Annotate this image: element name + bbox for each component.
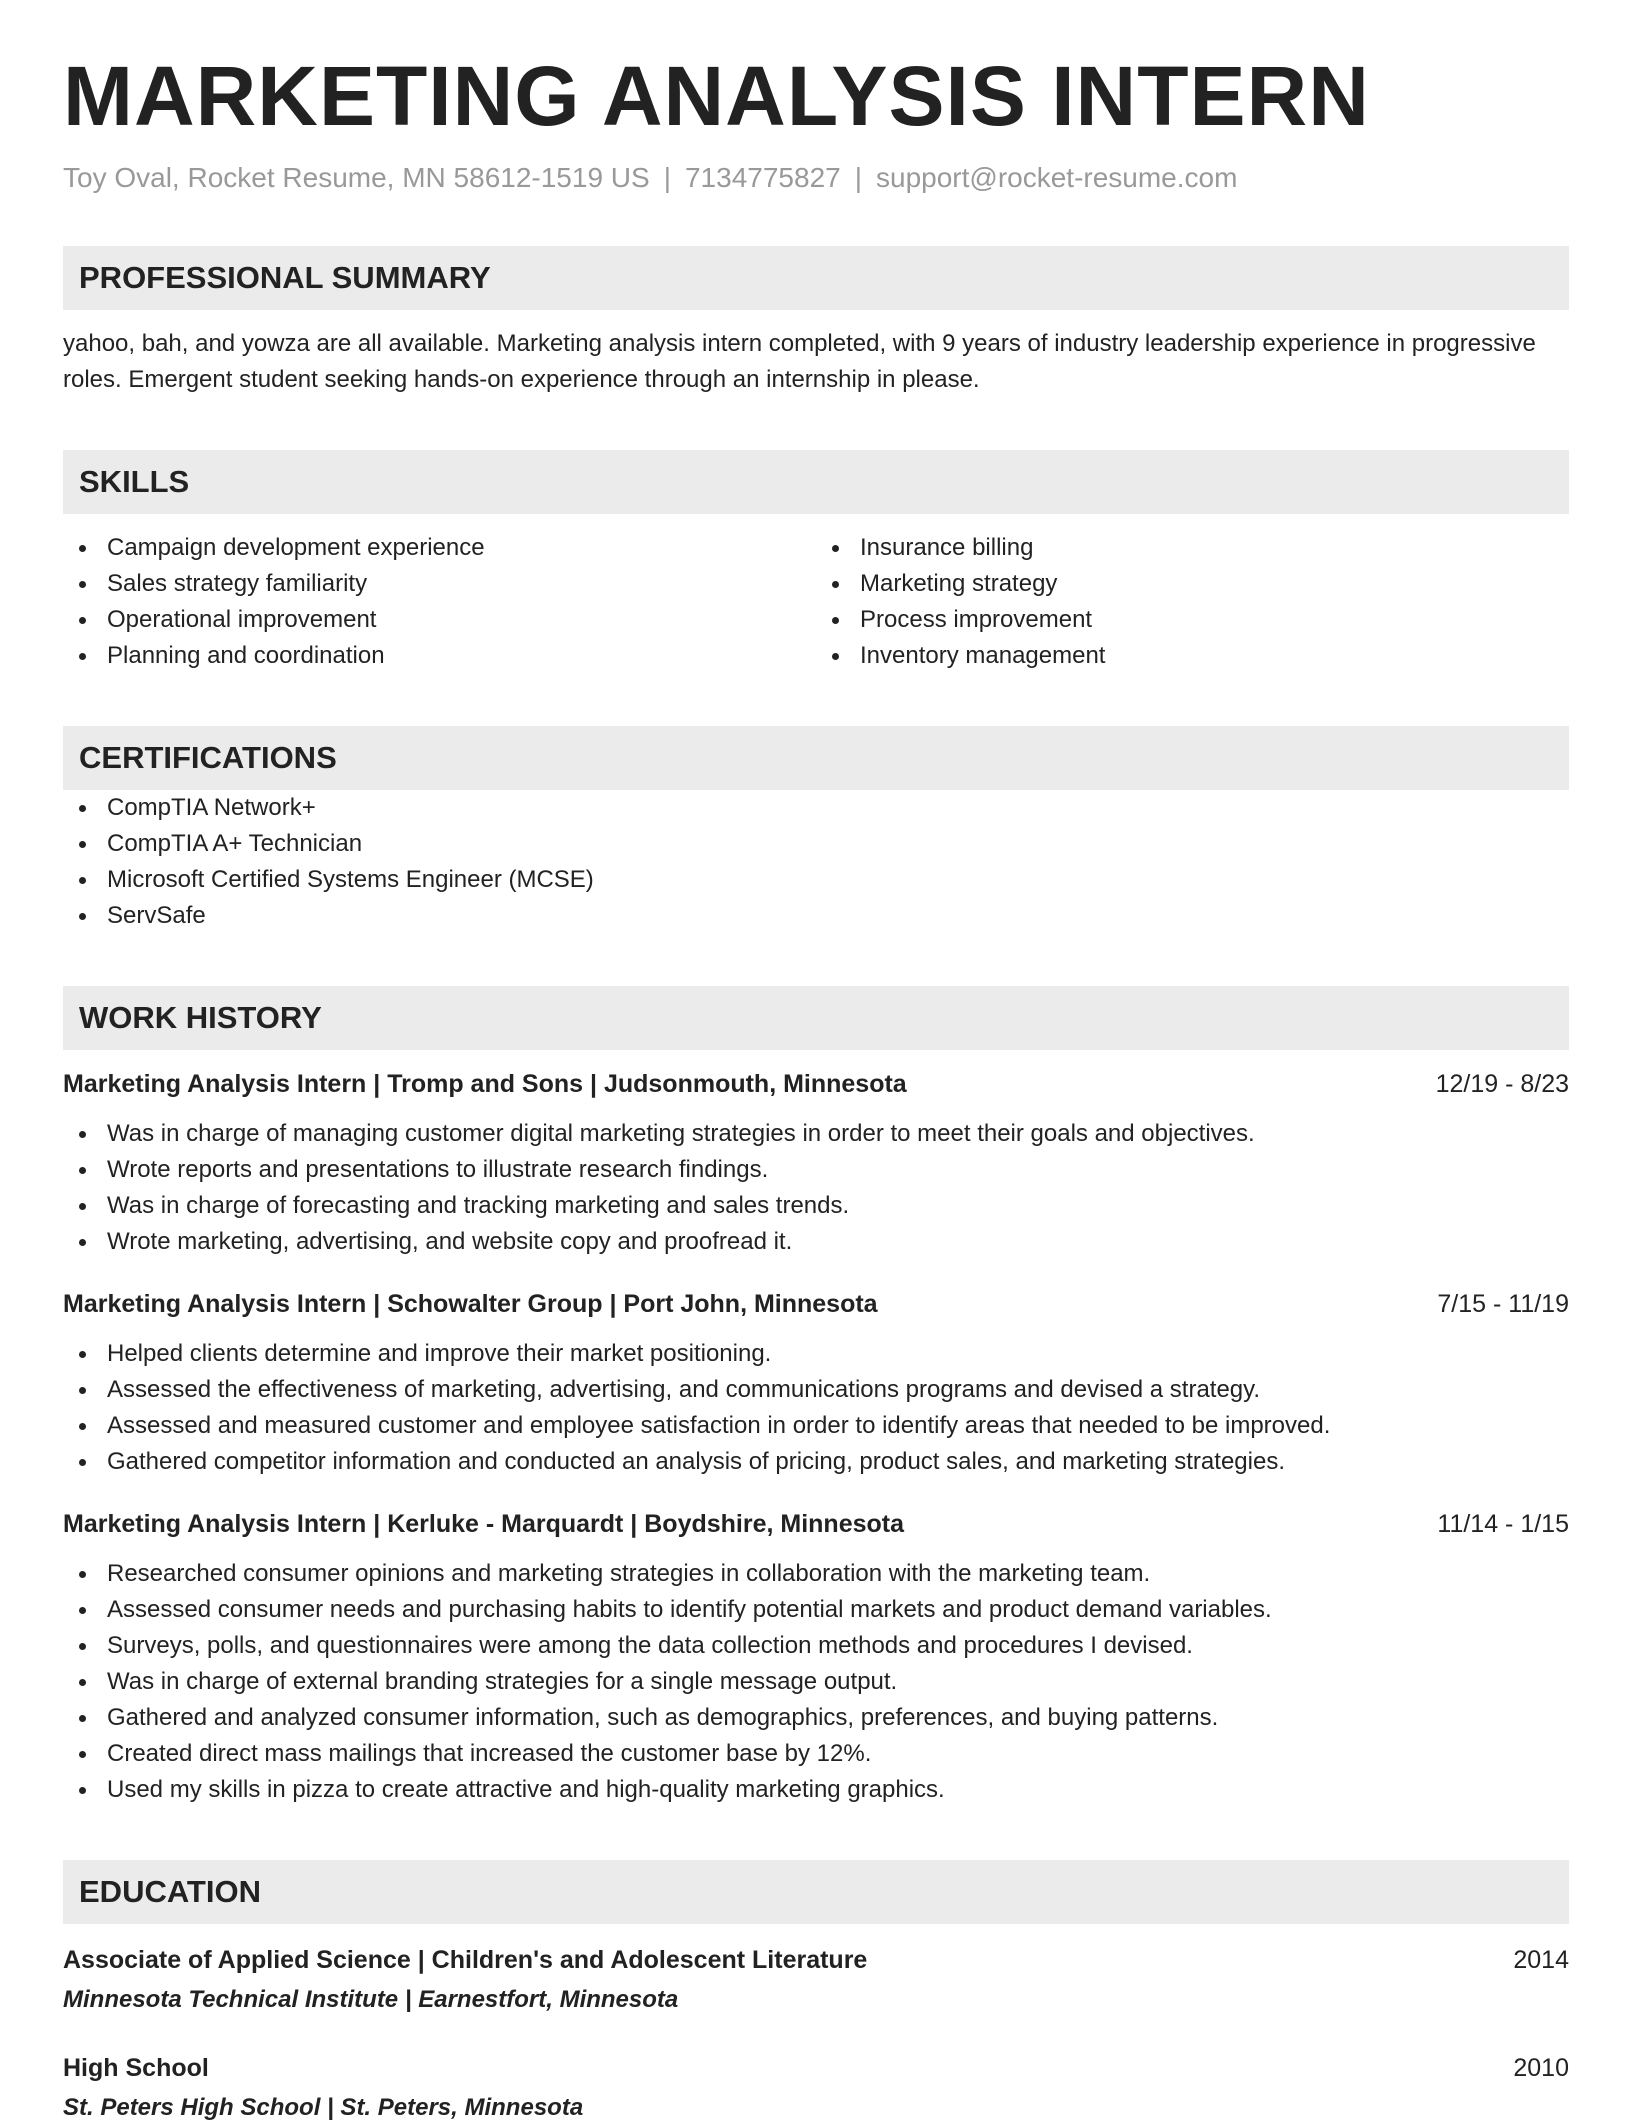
job-bullet: Wrote marketing, advertising, and website copy and proofread it. xyxy=(63,1224,1569,1260)
education-entry xyxy=(63,1940,1569,2020)
skill-item: Marketing strategy xyxy=(816,566,1569,602)
skill-item: Campaign development experience xyxy=(63,530,816,566)
job-dates: 12/19 - 8/23 xyxy=(1435,1070,1569,1099)
skill-item: Operational improvement xyxy=(63,602,816,638)
job-entry xyxy=(63,1504,1569,1808)
education-degree: High School xyxy=(63,2054,209,2083)
job-bullet: Created direct mass mailings that increased the customer base by 12%. xyxy=(63,1736,1569,1772)
job-bullet: Researched consumer opinions and marketing strategies in collaboration with the marketing team. xyxy=(63,1556,1569,1592)
skills-column-right xyxy=(816,530,1569,674)
contact-line xyxy=(63,161,1569,195)
education-school: Minnesota Technical Institute | Earnestfort, Minnesota xyxy=(63,1986,679,2014)
job-title: Marketing Analysis Intern | Tromp and Sons | Judsonmouth, Minnesota xyxy=(63,1070,907,1099)
job-bullet: Was in charge of external branding strategies for a single message output. xyxy=(63,1664,1569,1700)
education-heading: EDUCATION xyxy=(63,1860,1569,1924)
skill-item: Inventory management xyxy=(816,638,1569,674)
job-bullets xyxy=(63,1336,1569,1480)
job-bullet: Helped clients determine and improve their market positioning. xyxy=(63,1336,1569,1372)
job-entry xyxy=(63,1064,1569,1260)
skill-item: Process improvement xyxy=(816,602,1569,638)
resume-name: MARKETING ANALYSIS INTERN xyxy=(63,49,1370,143)
skills-grid xyxy=(63,530,1569,674)
skill-item: Planning and coordination xyxy=(63,638,816,674)
work-history-heading: WORK HISTORY xyxy=(63,986,1569,1050)
job-bullet: Wrote reports and presentations to illustrate research findings. xyxy=(63,1152,1569,1188)
job-bullet: Gathered and analyzed consumer information, such as demographics, preferences, and buying patterns. xyxy=(63,1700,1569,1736)
summary-heading: PROFESSIONAL SUMMARY xyxy=(63,246,1569,310)
education-year: 2014 xyxy=(1513,1946,1569,1975)
skills-heading: SKILLS xyxy=(63,450,1569,514)
contact-address: Toy Oval, Rocket Resume, MN 58612-1519 US xyxy=(63,161,650,193)
job-dates: 11/14 - 1/15 xyxy=(1437,1510,1569,1539)
certifications-heading: CERTIFICATIONS xyxy=(63,726,1569,790)
job-bullet: Was in charge of forecasting and tracking marketing and sales trends. xyxy=(63,1188,1569,1224)
education-school: St. Peters High School | St. Peters, Minnesota xyxy=(63,2094,584,2122)
certifications-list xyxy=(63,790,1569,934)
job-title: Marketing Analysis Intern | Kerluke - Marquardt | Boydshire, Minnesota xyxy=(63,1510,905,1539)
education-degree: Associate of Applied Science | Children's and Adolescent Literature xyxy=(63,1946,868,1975)
job-bullet: Assessed and measured customer and employee satisfaction in order to identify areas that needed to be improved. xyxy=(63,1408,1569,1444)
contact-separator: | xyxy=(854,161,862,193)
skill-item: Sales strategy familiarity xyxy=(63,566,816,602)
job-dates: 7/15 - 11/19 xyxy=(1437,1290,1569,1319)
job-bullet: Assessed the effectiveness of marketing, advertising, and communications programs and devised a strategy. xyxy=(63,1372,1569,1408)
summary-text: yahoo, bah, and yowza are all available. Marketing analysis intern completed, with 9 years of industry leadership experience in progressive roles. Emergent student seeking hands-on experience through an internship in please. xyxy=(63,330,1536,394)
job-bullet: Assessed consumer needs and purchasing habits to identify potential markets and product demand variables. xyxy=(63,1592,1569,1628)
certification-item: CompTIA Network+ xyxy=(63,790,1569,826)
job-title: Marketing Analysis Intern | Schowalter Group | Port John, Minnesota xyxy=(63,1290,878,1319)
job-bullet: Gathered competitor information and conducted an analysis of pricing, product sales, and marketing strategies. xyxy=(63,1444,1569,1480)
skill-item: Insurance billing xyxy=(816,530,1569,566)
job-bullets xyxy=(63,1116,1569,1260)
contact-separator: | xyxy=(663,161,671,193)
contact-phone: 7134775827 xyxy=(684,161,841,193)
job-bullet: Was in charge of managing customer digital marketing strategies in order to meet their goals and objectives. xyxy=(63,1116,1569,1152)
job-bullets xyxy=(63,1556,1569,1808)
certification-item: CompTIA A+ Technician xyxy=(63,826,1569,862)
job-entry xyxy=(63,1284,1569,1480)
education-year: 2010 xyxy=(1513,2054,1569,2083)
certification-item: ServSafe xyxy=(63,898,1569,934)
job-bullet: Surveys, polls, and questionnaires were among the data collection methods and procedures I devised. xyxy=(63,1628,1569,1664)
job-bullet: Used my skills in pizza to create attractive and high-quality marketing graphics. xyxy=(63,1772,1569,1808)
education-entry xyxy=(63,2048,1569,2128)
skills-column-left xyxy=(63,530,816,674)
certification-item: Microsoft Certified Systems Engineer (MCSE) xyxy=(63,862,1569,898)
contact-email: support@rocket-resume.com xyxy=(876,161,1238,193)
